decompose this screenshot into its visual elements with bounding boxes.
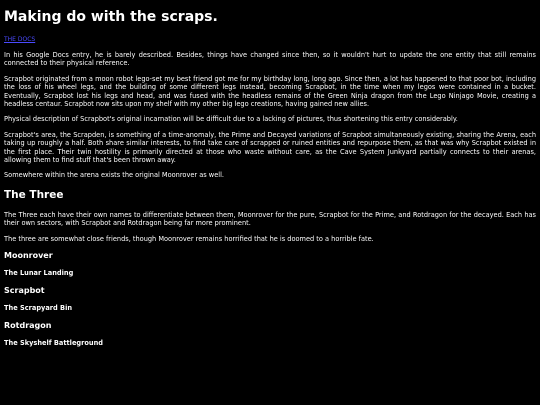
page-content (0, 9, 540, 348)
intro-paragraph: In his Google Docs entry, he is barely described. Besides, things have changed since then, so it wouldn't hurt to update the one entity that still remains connected to their physical reference. (4, 51, 536, 68)
moonrover-note-paragraph: Somewhere within the arena exists the original Moonrover as well. (4, 171, 225, 180)
page-title: Making do with the scraps. (4, 9, 218, 25)
entity-heading-scrapbot: Scrapbot (4, 286, 45, 296)
entity-area-rotdragon: The Skyshelf Battleground (4, 339, 104, 348)
docs-link[interactable]: THE DOCS (4, 36, 36, 43)
the-three-friends-paragraph: The three are somewhat close friends, though Moonrover remains horrified that he is doomed to a horrible fate. (4, 234, 374, 243)
entity-heading-rotdragon: Rotdragon (4, 321, 52, 331)
area-paragraph: Scrapbot's area, the Scrapden, is something of a time-anomaly, the Prime and Decayed variations of Scrapbot simultaneously existing, sharing the Arena, each taking up roughly a half. Both share similar interests, to find take care of scrapped or ruined entities and repurpose them, as that was why Scrapbot existed in the first place. Their twin hostility is primarily directed at those who waste without care, as the Cave System Junkyard partially connects to their arenas, allowing them to find stuff that's been thrown away. (4, 130, 536, 165)
physical-description-paragraph: Physical description of Scrapbot's original incarnation will be difficult due to a lacking of pictures, thus shortening this entry considerably. (4, 115, 458, 124)
entity-heading-moonrover: Moonrover (4, 251, 53, 261)
origin-paragraph: Scrapbot originated from a moon robot lego-set my best friend got me for my birthday long, long ago. Since then, a lot has happened to that poor bot, including the loss of his wheel legs, and the building of some different legs instead, becoming Scrapbot, in the time when my legos were contained in a bucket. Eventually, Scrapbot lost his legs and head, and was fused with the headless remains of the Green Ninja dragon from the Lego Ninjago Movie, creating a headless centaur. Scrapbot now sits upon my shelf with my other big lego creations, having gained new allies. (4, 74, 536, 109)
entity-area-moonrover: The Lunar Landing (4, 269, 74, 278)
entity-area-scrapbot: The Scrapyard Bin (4, 304, 73, 313)
section-heading-the-three: The Three (4, 188, 64, 201)
the-three-paragraph: The Three each have their own names to differentiate between them, Moonrover for the pure, Scrapbot for the Prime, and Rotdragon for the decayed. Each has their own sectors, with Scrapbot and Rotdragon being far more prominent. (4, 210, 536, 228)
